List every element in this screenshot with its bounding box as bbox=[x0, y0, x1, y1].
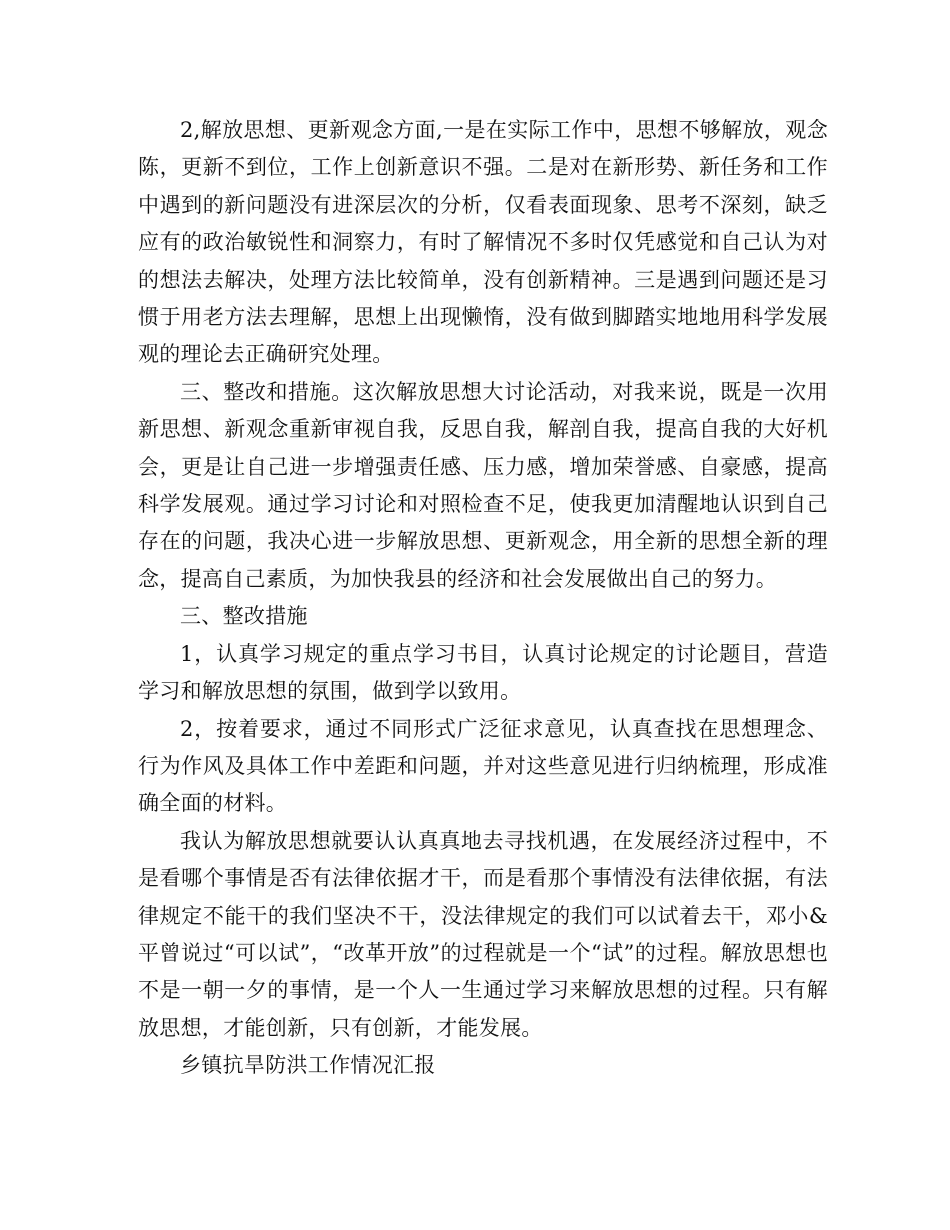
paragraph-liberation-thinking: 2,解放思想、更新观念方面,一是在实际工作中，思想不够解放，观念陈，更新不到位，工作上创新意识不强。二是对在新形势、新任务和工作中遇到的新问题没有进深层次的分析，仅看表面现象、思考不深刻，缺乏应有的政治敏锐性和洞察力，有时了解情况不多时仅凭感觉和自己认为对的想法去解决，处理方法比较简单，没有创新精神。三是遇到问题还是习惯于用老方法去理解，思想上出现懒惰，没有做到脚踏实地地用科学发展观的理论去正确研究处理。 bbox=[138, 118, 828, 367]
section-heading-rectification-measures: 三、整改措施 bbox=[180, 604, 308, 629]
paragraph-rectification-and-measures: 三、整改和措施。这次解放思想大讨论活动，对我来说，既是一次用新思想、新观念重新审视自我，反思自我，解剖自我，提高自我的大好机会，更是让自己进一步增强责任感、压力感，增加荣誉感、自豪感，提高科学发展观。通过学习讨论和对照检查不足，使我更加清醒地认识到自己存在的问题，我决心进一步解放思想、更新观念，用全新的思想全新的理念，提高自己素质，为加快我县的经济和社会发展做出自己的努力。 bbox=[138, 379, 828, 591]
paragraph-measure-2: 2，按着要求，通过不同形式广泛征求意见，认真查找在思想理念、行为作风及具体工作中差距和问题，并对这些意见进行归纳梳理，形成准确全面的材料。 bbox=[138, 716, 828, 816]
paragraph-personal-view: 我认为解放思想就要认认真真地去寻找机遇，在发展经济过程中，不是看哪个事情是否有法律依据才干，而是看那个事情没有法律依据，有法律规定不能干的我们坚决不干，没法律规定的我们可以试着去干，邓小&平曾说过“可以试”，“改革开放”的过程就是一个“试”的过程。解放思想也不是一朝一夕的事情，是一个人一生通过学习来解放思想的过程。只有解放思想，才能创新，只有创新，才能发展。 bbox=[138, 828, 828, 1040]
paragraph-measure-1: 1，认真学习规定的重点学习书目，认真讨论规定的讨论题目，营造学习和解放思想的氛围，做到学以致用。 bbox=[138, 641, 828, 704]
next-document-title: 乡镇抗旱防洪工作情况汇报 bbox=[180, 1053, 436, 1078]
document-body bbox=[138, 112, 828, 1085]
